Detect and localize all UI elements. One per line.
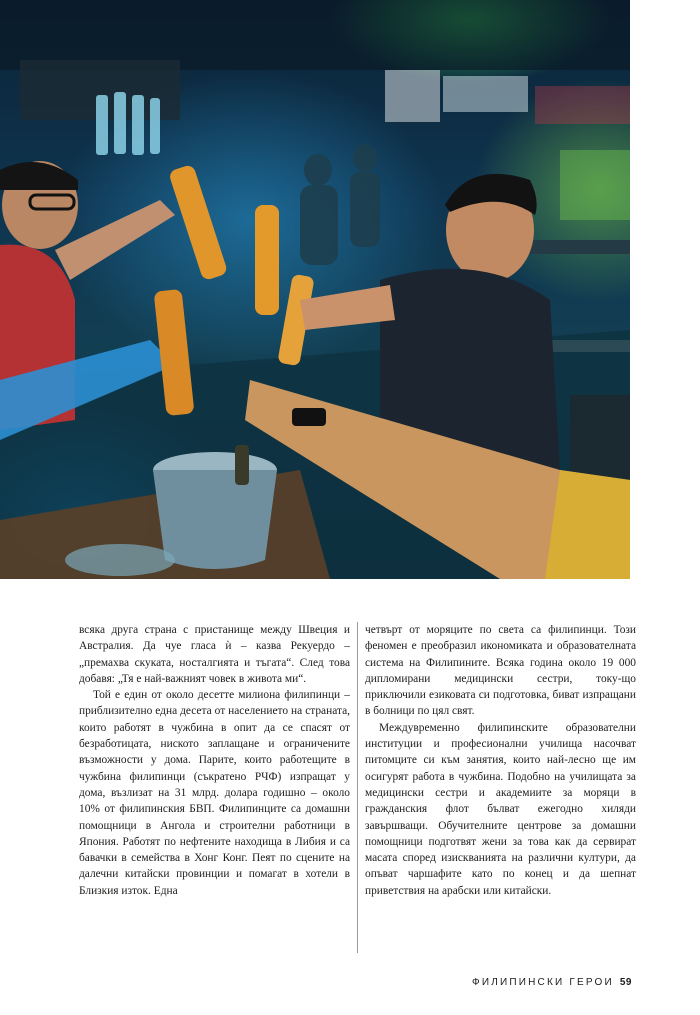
section-title: ФИЛИПИНСКИ ГЕРОИ [472, 977, 614, 988]
paragraph: Междувременно филипинските образователни институции и професионални училища насочват питомците си към занятия, които най-лесно ще им осигурят работа в чужбина. Подобно на училищата за медицински сестри и академиите за моряци в гражданския флот бълват ежегодно хиляди завършващи. Обучителните центрове за домашни помощници подготвят жени за това как да сервират масата според изискванията на различни култури, да опъват чаршафите като по конец и да шепнат приветствия на арабски или китайски. [365, 721, 636, 897]
column-divider [357, 622, 358, 953]
article-column-left [79, 622, 350, 899]
paragraph: четвърт от моряците по света са филипинци. Този феномен е преобразил икономиката и образователната система на Филипините. Всяка година около 19 000 дипломирани медицински сестри, току-що приключили езиковата си подготовка, биват изпращани в болници по цял свят. [365, 624, 636, 718]
article-column-right [365, 622, 636, 899]
page-number: 59 [619, 977, 632, 988]
paragraph: Той е един от около десетте милиона филипинци – приблизително една десета от населението на страната, които работят в чужбина в опит да се спасят от безработицата, ниското заплащане и ограничените възможности у дома. Парите, които работещите в чужбина филипинци (съкратено РЧФ) изпращат у дома, възлизат на 31 млрд. долара годишно – около 10% от филипинския БВП. Филипинците са домашни помощници в Ангола и строителни работници в Япония. Работят по нефтените находища в Либия и са бавачки в семейства в Хонг Конг. Пеят по сцените на далечни китайски провинции и помагат в хотели в Близкия изток. Една [79, 689, 350, 897]
paragraph: всяка друга страна с пристанище между Швеция и Австралия. Да чуе гласа ѝ – казва Рекуердо – „премахва скуката, носталгията и тъгата“. След това добавя: „Тя е най-важният човек в живота ми“. [79, 624, 350, 685]
running-footer [472, 977, 632, 988]
